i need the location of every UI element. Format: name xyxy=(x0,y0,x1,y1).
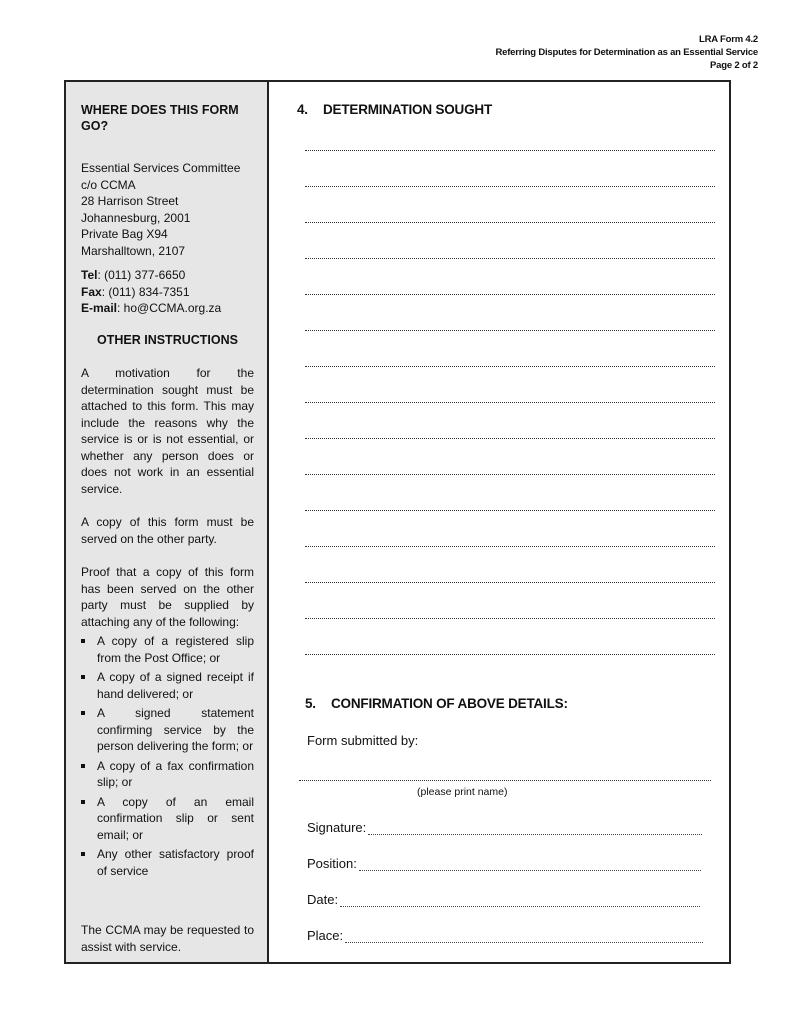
section-heading: CONFIRMATION OF ABOVE DETAILS: xyxy=(331,696,568,711)
signature-field[interactable] xyxy=(368,822,702,835)
address-line: Private Bag X94 xyxy=(81,227,168,241)
section-number: 4. xyxy=(297,102,308,117)
print-name-hint: (please print name) xyxy=(417,786,508,798)
section-4-title xyxy=(297,102,492,117)
footer-note: The CCMA may be requested to assist with service. xyxy=(81,923,254,954)
answer-line[interactable] xyxy=(305,150,715,151)
address-line: 28 Harrison Street xyxy=(81,194,179,208)
submitted-by-label: Form submitted by: xyxy=(307,733,419,748)
answer-line[interactable] xyxy=(305,258,715,259)
section-heading: DETERMINATION SOUGHT xyxy=(323,102,492,117)
answer-line[interactable] xyxy=(305,618,715,619)
signature-row xyxy=(307,820,702,835)
answer-line[interactable] xyxy=(305,294,715,295)
fax-value: : (011) 834-7351 xyxy=(101,284,190,299)
email-label: E-mail xyxy=(81,301,118,315)
list-item: A signed statement confirming service by the person delivering the form; or xyxy=(81,705,254,755)
form-frame xyxy=(64,80,731,964)
list-item: Any other satisfactory proof of service xyxy=(81,846,254,879)
list-item: A copy of an email confirmation slip or sent email; or xyxy=(81,794,254,844)
tel-line xyxy=(81,267,254,284)
list-item: A copy of a fax confirmation slip; or xyxy=(81,758,254,791)
place-label: Place: xyxy=(307,928,344,943)
answer-line[interactable] xyxy=(305,402,715,403)
section-5-title xyxy=(305,696,568,711)
answer-line[interactable] xyxy=(305,438,715,439)
address-line: Johannesburg, 2001 xyxy=(81,210,191,225)
email-value: : ho@CCMA.org.za xyxy=(117,301,222,315)
email-line xyxy=(81,300,254,317)
address-line: Essential Services Committee xyxy=(81,161,241,175)
position-row xyxy=(307,856,701,871)
answer-line[interactable] xyxy=(305,366,715,367)
answer-line[interactable] xyxy=(305,510,715,511)
where-heading: WHERE DOES THIS FORM GO? xyxy=(81,103,239,133)
address-line: Marshalltown, 2107 xyxy=(81,243,186,258)
other-instructions-heading: OTHER INSTRUCTIONS xyxy=(97,332,238,347)
place-field[interactable] xyxy=(345,930,703,943)
answer-line[interactable] xyxy=(305,582,715,583)
date-row xyxy=(307,892,700,907)
position-label: Position: xyxy=(307,856,357,871)
document-header xyxy=(495,33,758,72)
proof-list xyxy=(81,633,254,879)
answer-line[interactable] xyxy=(305,186,715,187)
form-main xyxy=(269,82,729,962)
section-number: 5. xyxy=(305,696,316,711)
instructions-sidebar xyxy=(66,82,269,962)
position-field[interactable] xyxy=(359,858,701,871)
list-item: A copy of a registered slip from the Post Office; or xyxy=(81,633,254,666)
answer-line[interactable] xyxy=(305,330,715,331)
answer-line[interactable] xyxy=(305,546,715,547)
fax-label: Fax xyxy=(81,284,102,299)
form-number: LRA Form 4.2 xyxy=(698,34,758,45)
tel-label: Tel xyxy=(81,268,98,282)
address-line: c/o CCMA xyxy=(81,177,136,192)
contact-block xyxy=(81,267,254,317)
answer-line[interactable] xyxy=(305,474,715,475)
fax-line xyxy=(81,284,254,301)
list-item: A copy of a signed receipt if hand delivered; or xyxy=(81,669,254,702)
address-block xyxy=(81,160,254,259)
form-title: Referring Disputes for Determination as an Essential Service xyxy=(495,47,758,58)
date-label: Date: xyxy=(307,892,339,907)
instruction-paragraph: A copy of this form must be served on the other party. xyxy=(81,515,254,546)
instruction-paragraph: Proof that a copy of this form has been served on the other party must be supplied by attaching any of the following: xyxy=(81,565,254,629)
tel-value: : (011) 377-6650 xyxy=(97,268,186,282)
page-number: Page 2 of 2 xyxy=(710,60,758,71)
answer-line[interactable] xyxy=(305,222,715,223)
name-field[interactable] xyxy=(299,780,711,781)
instruction-paragraph: A motivation for the determination sought must be attached to this form. This may include the reasons why the service is or is not essential, or whether any person does or does not work in an essential service. xyxy=(81,366,254,496)
signature-label: Signature: xyxy=(307,820,367,835)
place-row xyxy=(307,928,703,943)
answer-line[interactable] xyxy=(305,654,715,655)
date-field[interactable] xyxy=(340,894,700,907)
